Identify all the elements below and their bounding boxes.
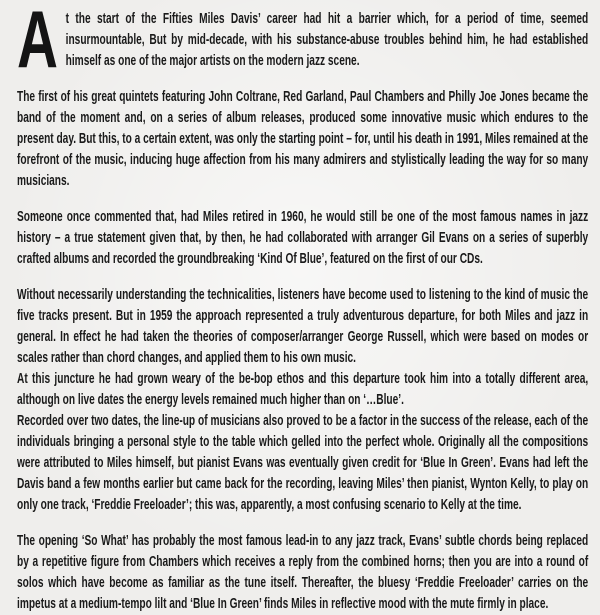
paragraph-intro-text: t the start of the Fifties Miles Davis’ career had hit a barrier which, for a period of time, seemed insurmountable, But by mid-decade, with his substance-abuse troubles behind him, he had established himself as one of the major artists on the modern jazz scene.	[65, 11, 589, 69]
paragraph-first-quintet: The first of his great quintets featuring John Coltrane, Red Garland, Paul Chambers and Philly Joe Jones became the band of the moment and, on a series of album releases, produced some innovative music which endures to the present day. But this, to a certain extent, was only the starting point – for, until his death in 1991, Miles remained at the forefront of the music, inducing huge affection from his many admirers and stylistically leading the way for so many musicians.	[17, 89, 589, 189]
paragraph-opening-so-what: The opening ‘So What’ has probably the most famous lead-in to any jazz track, Evans’ subtle chords being replaced by a repetitive figure from Chambers which receives a reply from the combined horns; then you are into a round of solos which have become as familiar as the tune itself. Thereafter, the bluesy ‘Freddie Freeloader’ carries on the impetus at a medium-tempo lilt and ‘Blue In Green’ finds Miles in reflective mood with the mute firmly in place.	[17, 533, 589, 612]
paragraph-group-kind-of-blue	[17, 285, 588, 516]
dropcap-letter: A	[17, 0, 58, 85]
paragraph-intro	[17, 0, 589, 85]
paragraph-recorded-two-dates: Recorded over two dates, the line-up of musicians also proved to be a factor in the success of the release, each of the individuals bringing a personal style to the table which gelled into the perfect whole. Originally all the compositions were attributed to Miles himself, but pianist Evans was eventually given credit for ‘Blue In Green’. Evans had left the Davis band a few months earlier but came back for the recording, leaving Miles’ then pianist, Wynton Kelly, to play on only one track, ‘Freddie Freeloader’; this was, apparently, a most confusing scenario to Kelly at the time.	[17, 413, 589, 513]
paragraph-retired-1960: Someone once commented that, had Miles retired in 1960, he would still be one of the most famous names in jazz history – a true statement given that, by then, he had collaborated with arranger Gil Evans on a series of superbly crafted albums and recorded the groundbreaking ‘Kind Of Blue’, featured on the first of our CDs.	[17, 209, 589, 267]
paragraph-juncture: At this juncture he had grown weary of the be-bop ethos and this departure took him into a totally different area, although on live dates the energy levels remained much higher than on ‘…Blue’.	[17, 371, 589, 408]
liner-notes-text	[17, 0, 589, 615]
paragraph-technicalities: Without necessarily understanding the technicalities, listeners have become used to listening to the kind of music the five tracks present. But in 1959 the approach represented a truly adventurous departure, for both Miles and jazz in general. In effect he had taken the theories of composer/arranger George Russell, which were based on modes or scales rather than chord changes, and applied them to his own music.	[17, 287, 589, 366]
